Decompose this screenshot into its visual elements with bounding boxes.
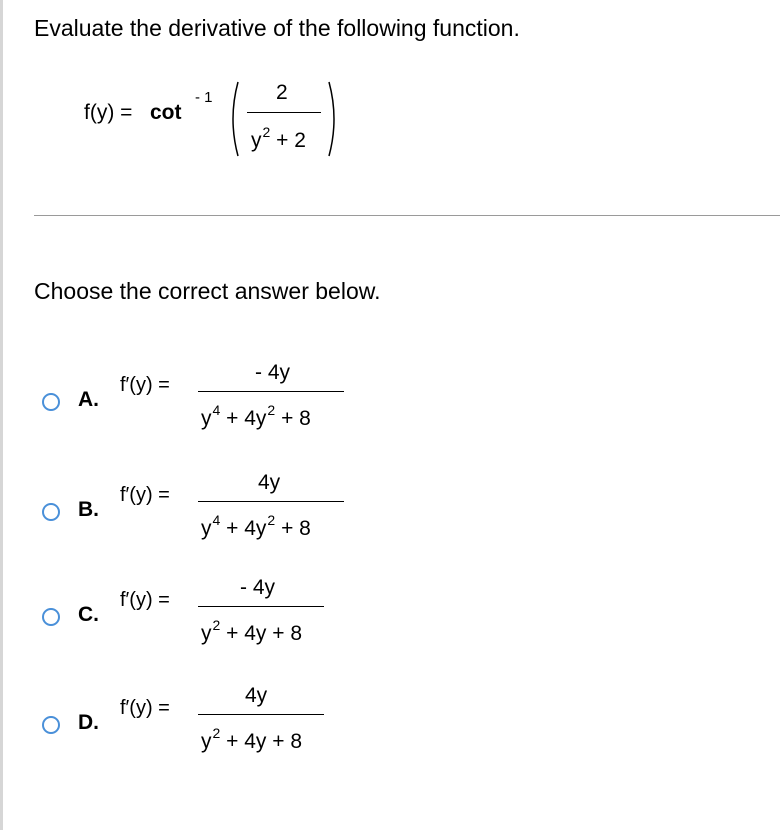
function-numerator: 2	[276, 81, 288, 104]
option-a-radio[interactable]	[42, 393, 60, 411]
option-a-fraction-line	[198, 391, 344, 392]
fraction-line	[247, 112, 321, 113]
option-c-letter: C.	[78, 603, 99, 626]
option-c-denominator: $y^2 + 4y + 8$	[201, 617, 303, 645]
option-d[interactable]	[0, 678, 780, 778]
function-expression	[0, 0, 780, 200]
function-lhs: f(y) =	[84, 101, 133, 124]
option-a[interactable]	[0, 355, 780, 455]
answer-prompt: Choose the correct answer below.	[34, 278, 381, 304]
option-d-fx: f′(y) =	[120, 697, 170, 719]
option-c[interactable]	[0, 570, 780, 670]
option-b-denominator: $y^4 + 4y^2 + 8$	[201, 512, 311, 540]
option-c-numerator: - 4y	[240, 576, 276, 599]
left-paren-icon	[226, 80, 240, 158]
option-d-radio[interactable]	[42, 716, 60, 734]
function-exponent: - 1	[195, 89, 213, 106]
option-a-fx: f′(y) =	[120, 374, 170, 396]
function-denominator: $y^2 + 2$	[251, 124, 306, 152]
option-b-letter: B.	[78, 498, 99, 521]
option-b-numerator: 4y	[258, 471, 281, 494]
option-b-fraction-line	[198, 501, 344, 502]
option-d-numerator: 4y	[245, 684, 268, 707]
option-a-denominator: $y^4 + 4y^2 + 8$	[201, 402, 311, 430]
option-d-denominator: $y^2 + 4y + 8$	[201, 725, 303, 753]
option-d-fraction-line	[198, 714, 324, 715]
function-operator: cot	[150, 101, 182, 124]
option-c-radio[interactable]	[42, 608, 60, 626]
question-text: Evaluate the derivative of the following function.	[34, 15, 520, 41]
right-paren-icon	[327, 80, 341, 158]
option-b-radio[interactable]	[42, 503, 60, 521]
option-a-letter: A.	[78, 388, 99, 411]
option-b[interactable]	[0, 465, 780, 565]
option-c-fraction-line	[198, 606, 324, 607]
option-b-fx: f′(y) =	[120, 484, 170, 506]
section-divider	[34, 215, 780, 216]
option-c-fx: f′(y) =	[120, 589, 170, 611]
option-a-numerator: - 4y	[255, 361, 291, 384]
option-d-letter: D.	[78, 711, 99, 734]
